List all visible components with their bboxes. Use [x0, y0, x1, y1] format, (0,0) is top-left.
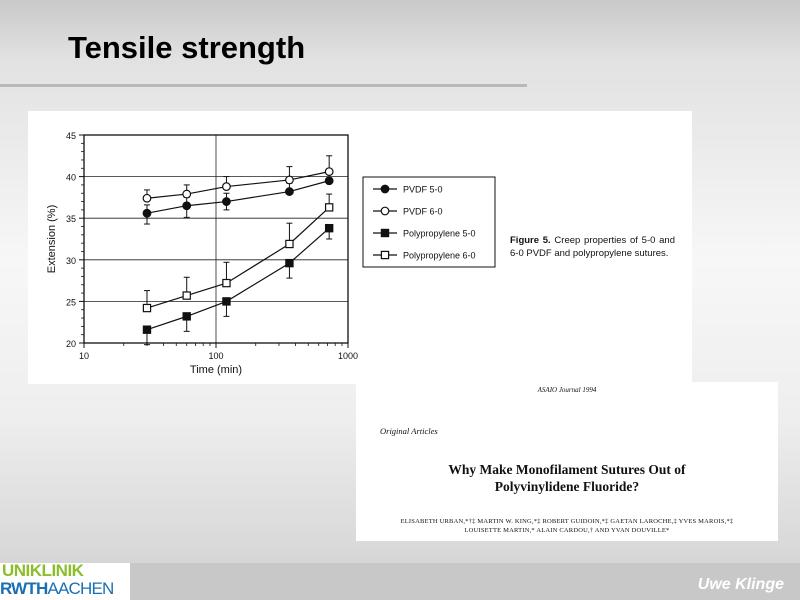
data-point — [286, 240, 293, 247]
slide-title: Tensile strength — [68, 30, 306, 65]
y-tick-label: 35 — [65, 214, 76, 225]
data-point — [223, 183, 231, 191]
series-pvdf-6-0 — [143, 156, 333, 202]
y-tick-label: 40 — [65, 172, 76, 183]
data-point — [183, 190, 191, 198]
legend — [363, 177, 495, 267]
y-tick-label: 20 — [65, 339, 76, 349]
data-point — [325, 177, 333, 185]
series-line — [147, 172, 329, 199]
data-point — [143, 209, 151, 217]
legend-label: Polypropylene 5-0 — [403, 228, 476, 239]
figure-caption-label: Figure 5. — [510, 235, 551, 246]
logo-rwth: RWTH — [0, 579, 48, 598]
authors-line: LOUISETTE MARTIN,* ALAIN CARDOU,† AND YVAN DOUVILLE* — [464, 527, 670, 534]
journal-name: ASAIO Journal 1994 — [537, 386, 597, 394]
data-point — [326, 204, 333, 211]
article-title — [356, 461, 778, 495]
logo-uniklinik: UNIKLINIK — [2, 561, 84, 580]
article-header-panel — [356, 382, 778, 541]
data-point — [325, 168, 333, 176]
data-point — [286, 188, 294, 196]
data-point — [143, 194, 151, 202]
article-title-line: Polyvinylidene Fluoride? — [494, 479, 640, 494]
data-point — [183, 313, 190, 320]
article-section: Original Articles — [380, 426, 438, 436]
series-line — [147, 207, 329, 308]
y-tick-label: 25 — [65, 297, 76, 308]
y-tick-label: 45 — [65, 131, 76, 141]
series-line — [147, 228, 329, 330]
x-tick-label: 1000 — [337, 351, 359, 361]
y-axis-label: Extension (%) — [46, 204, 58, 274]
legend-marker — [381, 251, 388, 258]
data-point — [143, 304, 150, 311]
x-tick-label: 100 — [208, 351, 224, 361]
y-tick-label: 30 — [65, 255, 76, 266]
figure-caption — [510, 235, 675, 260]
data-point — [223, 279, 230, 286]
figure-caption-text: Creep properties of 5-0 and 6-0 PVDF and polypropylene sutures. — [510, 235, 675, 259]
legend-label: PVDF 6-0 — [403, 206, 443, 217]
data-point — [223, 198, 231, 206]
data-point — [183, 292, 190, 299]
legend-marker — [381, 229, 388, 236]
logo-aachen: AACHEN — [47, 579, 114, 598]
data-point — [143, 326, 150, 333]
article-title-line: Why Make Monofilament Sutures Out of — [448, 462, 686, 477]
x-tick-label: 10 — [78, 351, 90, 361]
data-point — [286, 260, 293, 267]
data-point — [183, 202, 191, 210]
figure-panel — [28, 111, 692, 384]
presenter-name: Uwe Klinge — [697, 576, 784, 593]
legend-label: Polypropylene 6-0 — [403, 250, 476, 261]
article-authors — [356, 517, 778, 535]
legend-marker — [381, 185, 389, 193]
legend-marker — [381, 207, 389, 215]
authors-line: ELISABETH URBAN,*†‡ MARTIN W. KING,*‡ ROBERT GUIDOIN,*‡ GAETAN LAROCHE,‡ YVES MAROIS,*‡ — [400, 518, 734, 525]
legend-label: PVDF 5-0 — [403, 184, 443, 195]
series-polypropylene-5-0 — [143, 225, 332, 345]
data-point — [286, 176, 294, 184]
series-pvdf-5-0 — [143, 172, 333, 224]
data-point — [223, 298, 230, 305]
x-axis-label: Time (min) — [189, 364, 243, 376]
title-divider — [0, 84, 527, 87]
logo-rwth-aachen — [0, 579, 114, 599]
data-point — [326, 225, 333, 232]
